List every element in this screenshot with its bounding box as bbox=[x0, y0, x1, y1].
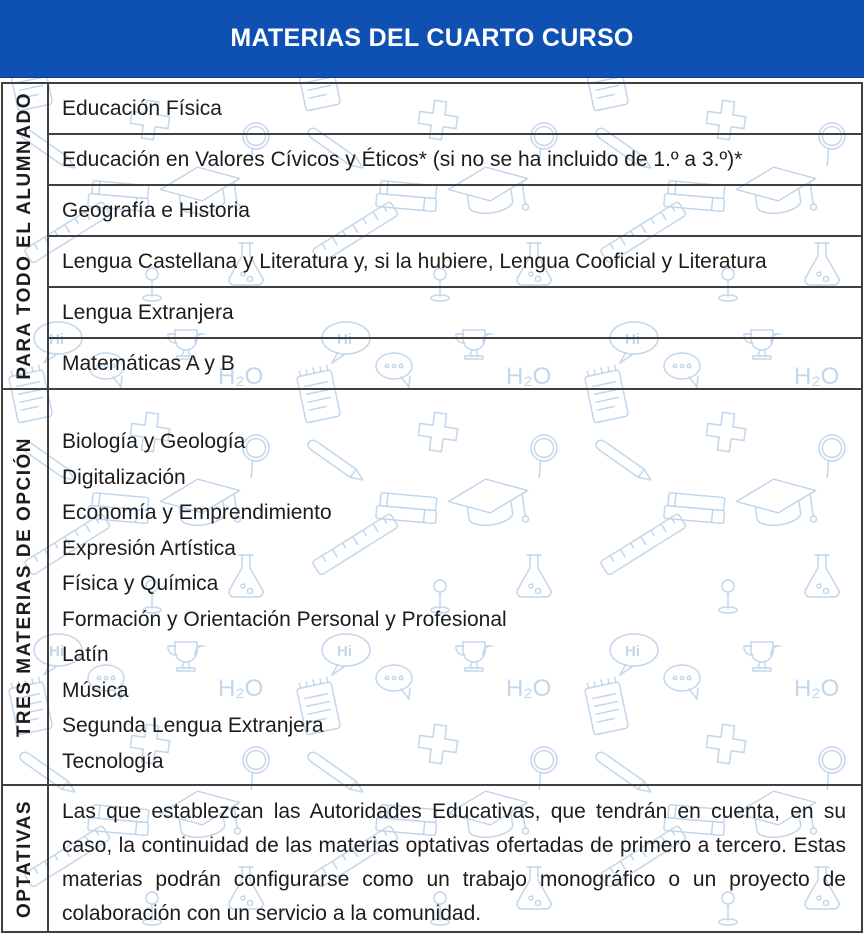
option-subjects-list bbox=[49, 390, 861, 779]
table-row: Geografía e Historia bbox=[49, 184, 861, 235]
header-bar bbox=[0, 0, 864, 78]
section-common-subjects bbox=[3, 84, 861, 390]
list-item: Música bbox=[62, 678, 129, 702]
subjects-table bbox=[1, 82, 863, 933]
section-option-vertical-label: TRES MATERIAS DE OPCIÓN bbox=[14, 437, 35, 738]
list-item: Digitalización bbox=[62, 465, 186, 489]
table-row: Matemáticas A y B bbox=[49, 337, 861, 388]
list-item: Segunda Lengua Extranjera bbox=[62, 714, 324, 738]
list-item: Tecnología bbox=[62, 749, 164, 773]
table-row: Educación Física bbox=[62, 96, 222, 120]
electives-paragraph: Las que establezcan las Autoridades Educativas, que tendrán en cuenta, en su caso, la continuidad de las materias optativas ofertadas de primero a tercero. Estas materias podrán configurarse como un trabajo monográfico o un proyecto de colaboración con un servicio a la comunidad. bbox=[62, 800, 846, 925]
page-title: MATERIAS DEL CUARTO CURSO bbox=[230, 24, 634, 52]
list-item: Física y Química bbox=[62, 572, 219, 596]
section-electives bbox=[3, 786, 861, 931]
section-option-label-cell bbox=[3, 390, 49, 784]
list-item: Expresión Artística bbox=[62, 536, 236, 560]
list-item: Economía y Emprendimiento bbox=[62, 501, 332, 525]
section-common-label-cell bbox=[3, 84, 49, 388]
section-electives-vertical-label: OPTATIVAS bbox=[14, 799, 35, 918]
list-item: Biología y Geología bbox=[62, 430, 246, 454]
section-electives-label-cell bbox=[3, 786, 49, 931]
list-item: Formación y Orientación Personal y Profesional bbox=[62, 607, 507, 631]
table-row: Educación en Valores Cívicos y Éticos* (si no se ha incluido de 1.º a 3.º)* bbox=[49, 133, 861, 184]
section-option-content bbox=[49, 390, 861, 784]
section-option-subjects bbox=[3, 390, 861, 786]
section-common-rows bbox=[49, 84, 861, 388]
table-row: Lengua Castellana y Literatura y, si la hubiere, Lengua Cooficial y Literatura bbox=[49, 235, 861, 286]
list-item: Latín bbox=[62, 643, 109, 667]
section-electives-content bbox=[49, 786, 861, 931]
table-row: Lengua Extranjera bbox=[49, 286, 861, 337]
section-common-vertical-label: PARA TODO EL ALUMNADO bbox=[14, 92, 35, 380]
